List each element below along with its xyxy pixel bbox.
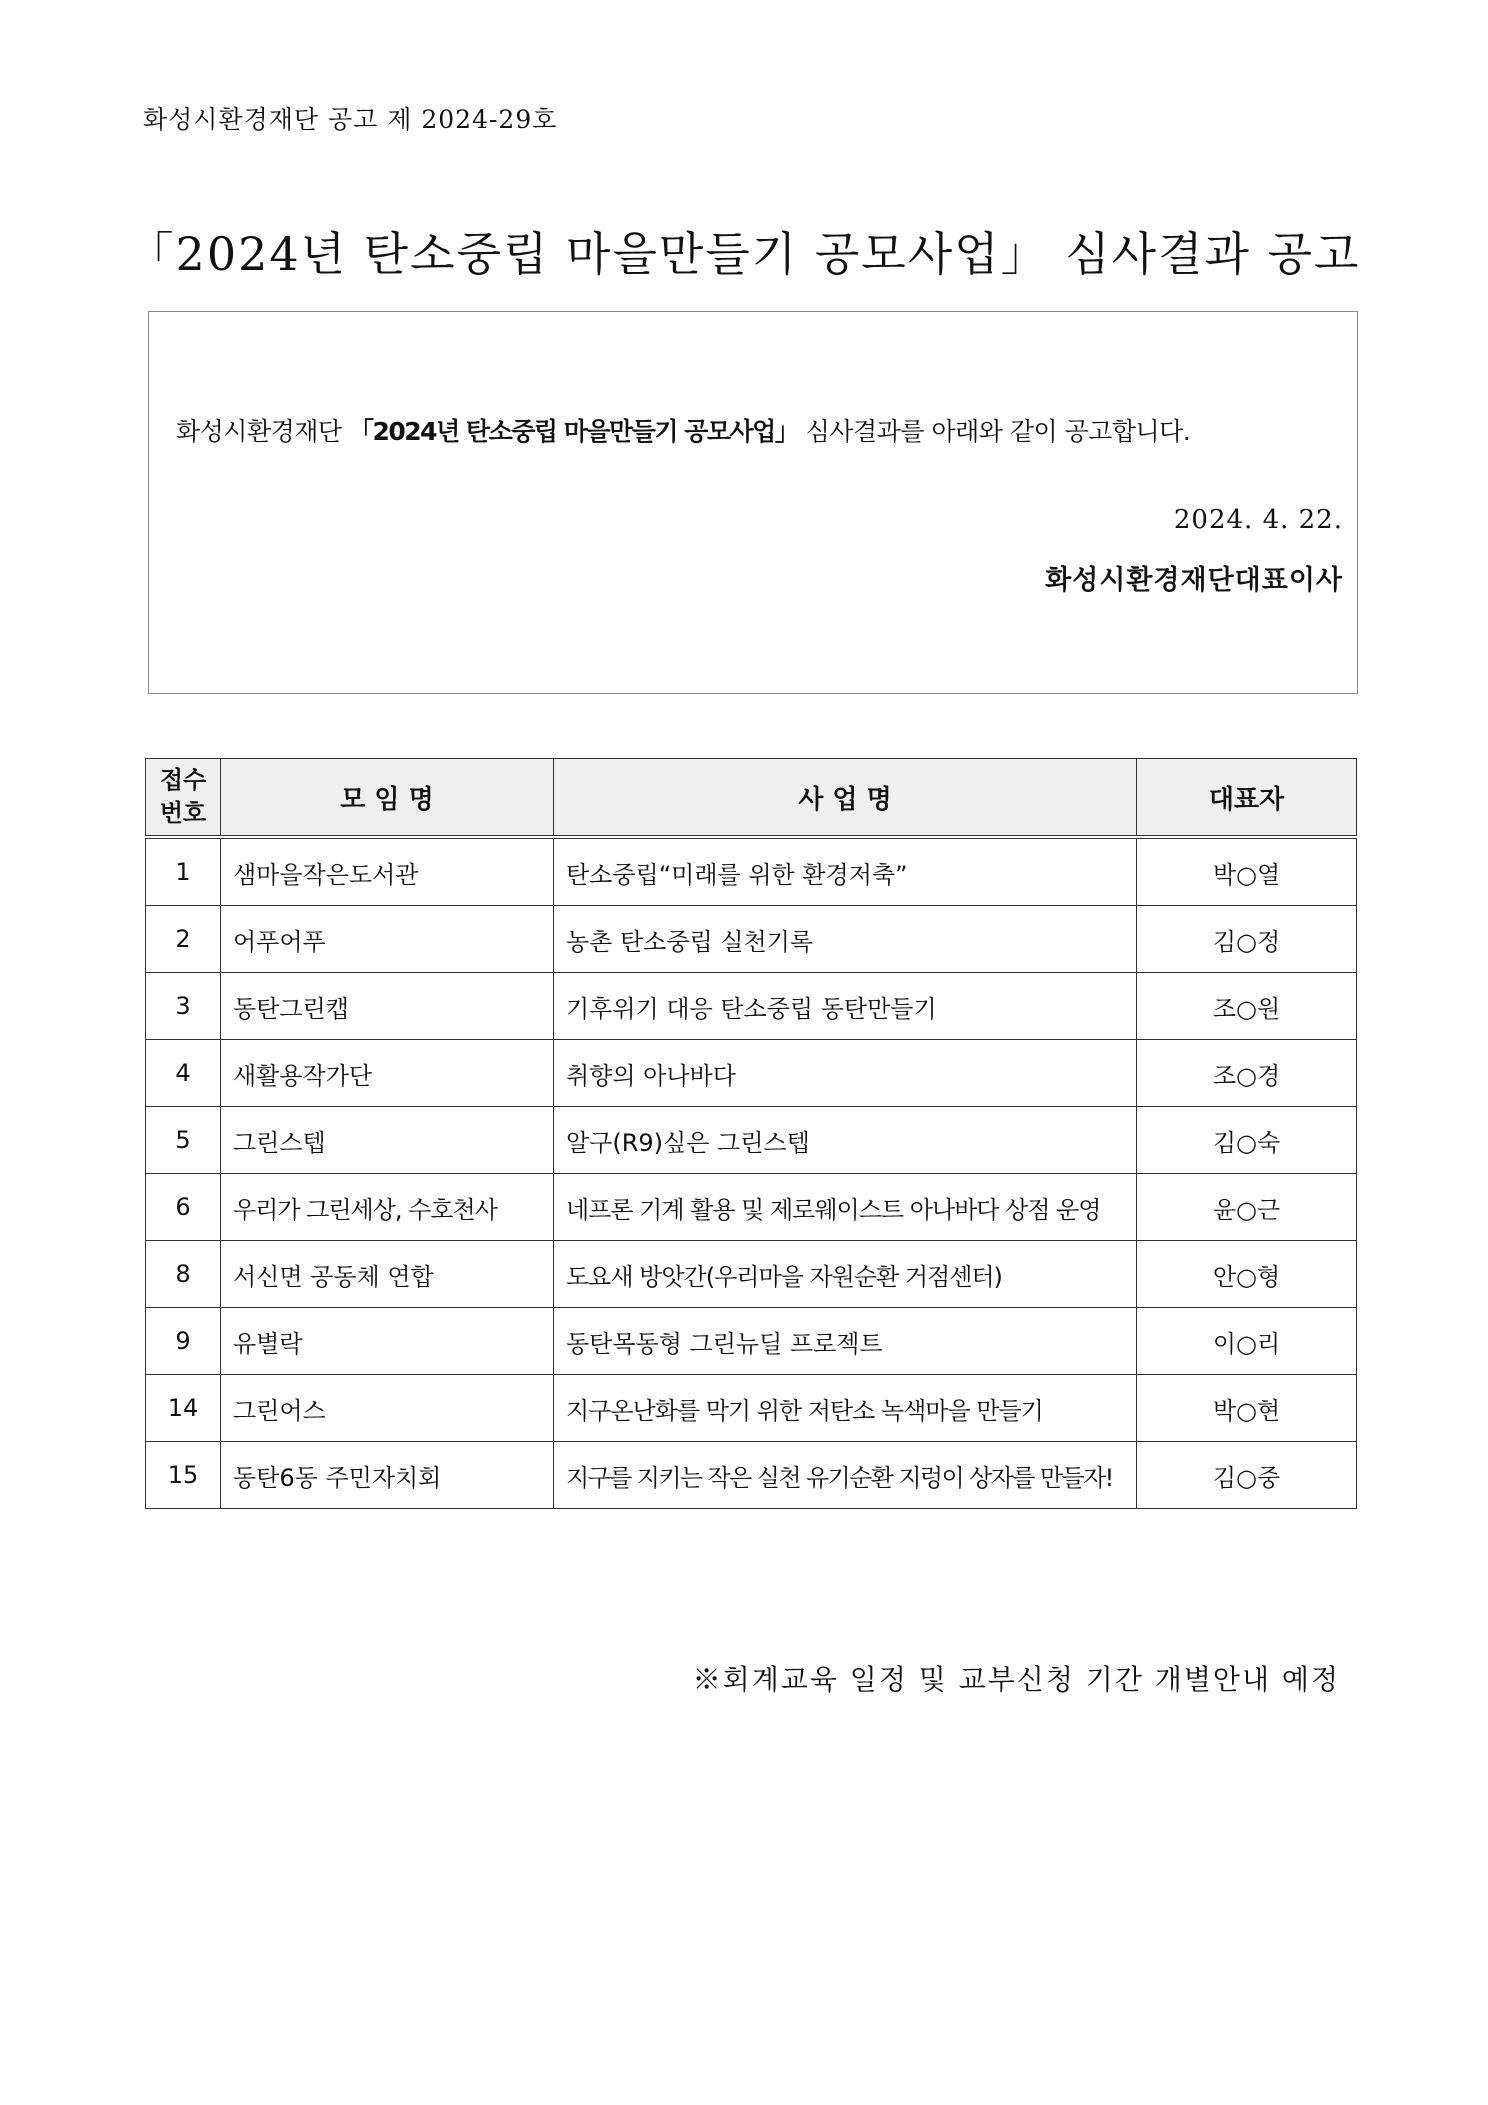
- table-row: [146, 1174, 1357, 1241]
- cell-representative: 윤○근: [1137, 1174, 1357, 1241]
- cell-receipt-number: 15: [146, 1442, 221, 1509]
- header-representative: 대표자: [1137, 759, 1357, 838]
- cell-representative: 김○숙: [1137, 1107, 1357, 1174]
- cell-receipt-number: 9: [146, 1308, 221, 1375]
- cell-project-name: 취향의 아나바다: [554, 1040, 1137, 1107]
- table-row: [146, 1442, 1357, 1509]
- cell-project-name: 지구를 지키는 작은 실천 유기순환 지렁이 상자를 만들자!: [554, 1442, 1137, 1509]
- table-row: [146, 1375, 1357, 1442]
- notice-box: [148, 311, 1358, 694]
- cell-project-name: 도요새 방앗간(우리마을 자원순환 거점센터): [554, 1241, 1137, 1308]
- cell-project-name: 탄소중립“미래를 위한 환경저축”: [554, 837, 1137, 906]
- cell-representative: 김○정: [1137, 906, 1357, 973]
- header-receipt-number: [146, 759, 221, 838]
- cell-receipt-number: 3: [146, 973, 221, 1040]
- cell-representative: 안○형: [1137, 1241, 1357, 1308]
- cell-group-name: 어푸어푸: [221, 906, 554, 973]
- cell-representative: 이○리: [1137, 1308, 1357, 1375]
- cell-representative: 박○열: [1137, 837, 1357, 906]
- header-receipt-number-line2: 번호: [159, 799, 207, 827]
- cell-project-name: 기후위기 대응 탄소중립 동탄만들기: [554, 973, 1137, 1040]
- cell-receipt-number: 8: [146, 1241, 221, 1308]
- table-row: [146, 1040, 1357, 1107]
- cell-project-name: 지구온난화를 막기 위한 저탄소 녹색마을 만들기: [554, 1375, 1137, 1442]
- cell-representative: 조○원: [1137, 973, 1357, 1040]
- notice-body-prefix: 화성시환경재단: [176, 417, 349, 446]
- header-receipt-number-line1: 접수: [159, 766, 207, 794]
- cell-representative: 조○경: [1137, 1040, 1357, 1107]
- cell-project-name: 농촌 탄소중립 실천기록: [554, 906, 1137, 973]
- table-row: [146, 1308, 1357, 1375]
- notice-number: 화성시환경재단 공고 제 2024-29호: [143, 105, 558, 134]
- cell-receipt-number: 5: [146, 1107, 221, 1174]
- cell-group-name: 서신면 공동체 연합: [221, 1241, 554, 1308]
- table-row: [146, 1107, 1357, 1174]
- cell-receipt-number: 2: [146, 906, 221, 973]
- notice-signer: 화성시환경재단대표이사: [1045, 565, 1343, 596]
- cell-receipt-number: 6: [146, 1174, 221, 1241]
- cell-group-name: 샘마을작은도서관: [221, 837, 554, 906]
- results-table: [145, 758, 1357, 1509]
- cell-receipt-number: 1: [146, 837, 221, 906]
- cell-representative: 박○현: [1137, 1375, 1357, 1442]
- cell-group-name: 새활용작가단: [221, 1040, 554, 1107]
- cell-group-name: 그린스텝: [221, 1107, 554, 1174]
- cell-group-name: 동탄그린캡: [221, 973, 554, 1040]
- table-row: [146, 906, 1357, 973]
- cell-project-name: 네프론 기계 활용 및 제로웨이스트 아나바다 상점 운영: [554, 1174, 1137, 1241]
- table-row: [146, 1241, 1357, 1308]
- table-row: [146, 837, 1357, 906]
- cell-receipt-number: 14: [146, 1375, 221, 1442]
- footnote: ※회계교육 일정 및 교부신청 기간 개별안내 예정: [692, 1663, 1340, 1696]
- header-group-name: 모 임 명: [221, 759, 554, 838]
- cell-receipt-number: 4: [146, 1040, 221, 1107]
- cell-group-name: 유별락: [221, 1308, 554, 1375]
- cell-group-name: 그린어스: [221, 1375, 554, 1442]
- cell-representative: 김○중: [1137, 1442, 1357, 1509]
- table-row: [146, 973, 1357, 1040]
- notice-body-program: 「2024년 탄소중립 마을만들기 공모사업」: [349, 417, 799, 446]
- cell-project-name: 동탄목동형 그린뉴딜 프로젝트: [554, 1308, 1137, 1375]
- table-header-row: [146, 759, 1357, 838]
- cell-group-name: 동탄6동 주민자치회: [221, 1442, 554, 1509]
- cell-group-name: 우리가 그린세상, 수호천사: [221, 1174, 554, 1241]
- notice-body-suffix: 심사결과를 아래와 같이 공고합니다.: [798, 417, 1191, 446]
- notice-date: 2024. 4. 22.: [1173, 505, 1343, 535]
- cell-project-name: 알구(R9)싶은 그린스텝: [554, 1107, 1137, 1174]
- header-project-name: 사 업 명: [554, 759, 1137, 838]
- document-title: 「2024년 탄소중립 마을만들기 공모사업」 심사결과 공고: [127, 227, 1361, 281]
- notice-body: [176, 412, 1190, 448]
